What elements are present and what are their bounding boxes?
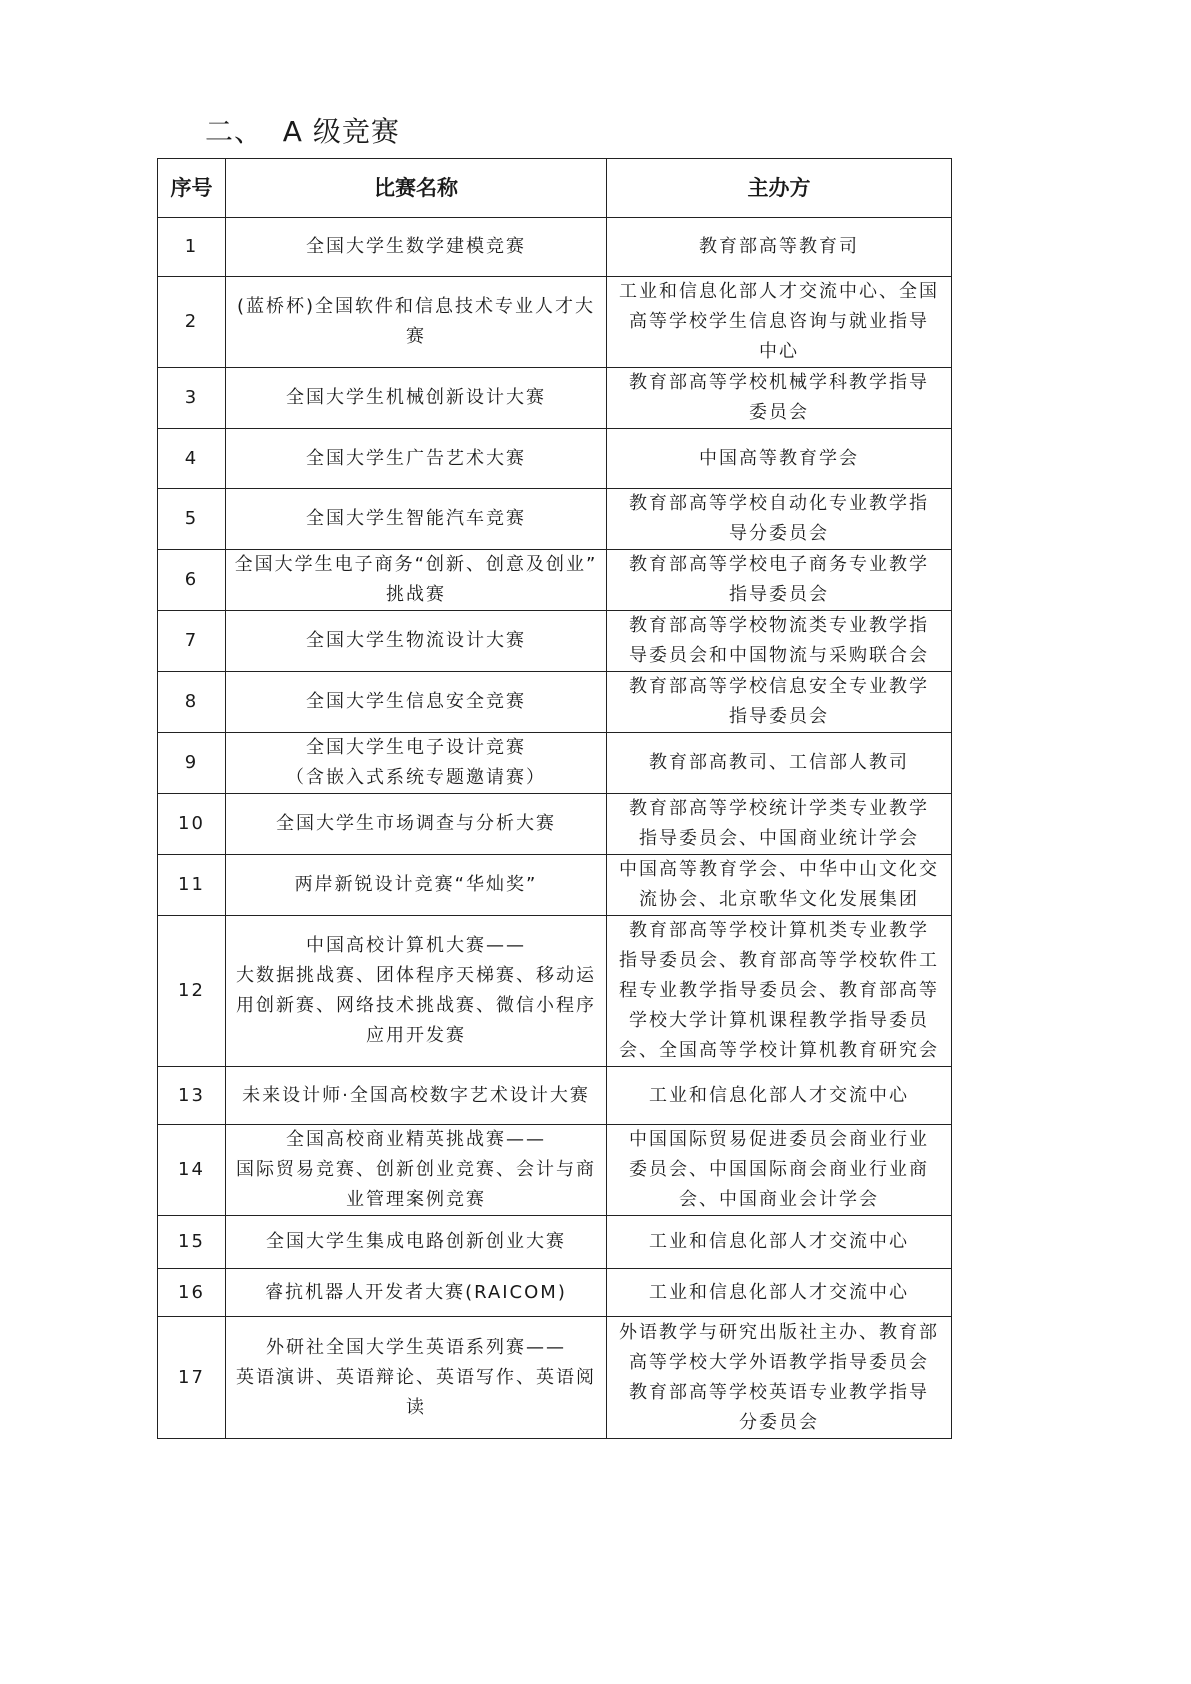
competition-name (226, 611, 607, 672)
organizer (607, 1317, 952, 1439)
row-number: 3 (158, 368, 226, 429)
header-organizer: 主办方 (607, 159, 952, 218)
row-number: 13 (158, 1067, 226, 1125)
row-number: 11 (158, 855, 226, 916)
table-row (158, 1125, 952, 1216)
table-row (158, 550, 952, 611)
competition-name (226, 429, 607, 489)
competition-table (157, 158, 952, 1439)
row-number: 12 (158, 916, 226, 1067)
organizer-line: 教育部高等学校信息安全专业教学 (629, 676, 929, 697)
row-number: 8 (158, 672, 226, 733)
organizer-line: 分委员会 (739, 1411, 819, 1433)
table-row (158, 855, 952, 916)
organizer (607, 855, 952, 916)
organizer (607, 672, 952, 733)
competition-name (226, 218, 607, 277)
organizer-line: 教育部高等学校机械学科教学指导 (629, 372, 929, 393)
competition-name-line: 两岸新锐设计竞赛“华灿奖” (294, 874, 538, 895)
organizer-line: 会、全国高等学校计算机教育研究会 (619, 1040, 939, 1061)
competition-name-line: 全国大学生机械创新设计大赛 (286, 387, 546, 408)
competition-name (226, 794, 607, 855)
organizer (607, 429, 952, 489)
row-number: 16 (158, 1269, 226, 1317)
organizer-line: 中国高等教育学会 (699, 447, 859, 469)
table-row (158, 672, 952, 733)
competition-name-line: 全国大学生数学建模竞赛 (306, 236, 526, 257)
organizer (607, 277, 952, 368)
table-row (158, 1317, 952, 1439)
organizer-line: 教育部高等教育司 (699, 236, 859, 257)
table-row (158, 1216, 952, 1269)
row-number: 1 (158, 218, 226, 277)
row-number: 5 (158, 489, 226, 550)
table-row (158, 368, 952, 429)
competition-name-line: 挑战赛 (386, 584, 446, 605)
organizer-line: 委员会 (749, 402, 809, 423)
organizer-line: 教育部高等学校计算机类专业教学 (629, 920, 929, 941)
competition-name (226, 855, 607, 916)
competition-name-line: 全国大学生电子设计竞赛 (306, 737, 526, 758)
competition-name-line: 未来设计师·全国高校数字艺术设计大赛 (242, 1084, 590, 1106)
organizer-line: 工业和信息化部人才交流中心、全国 (619, 281, 939, 302)
organizer-line: 中国高等教育学会、中华中山文化交 (619, 859, 939, 880)
organizer-line: 工业和信息化部人才交流中心 (649, 1281, 909, 1303)
table-row (158, 916, 952, 1067)
organizer-line: 工业和信息化部人才交流中心 (649, 1231, 909, 1252)
competition-name-line: 业管理案例竞赛 (346, 1189, 486, 1210)
competition-name-line: 大数据挑战赛、团体程序天梯赛、移动运 (236, 965, 596, 986)
competition-name-line: 赛 (406, 326, 426, 347)
organizer-line: 外语教学与研究出版社主办、教育部 (619, 1321, 939, 1343)
competition-name (226, 1269, 607, 1317)
header-number: 序号 (158, 159, 226, 218)
competition-name (226, 277, 607, 368)
competition-name-line: 应用开发赛 (366, 1025, 466, 1046)
competition-name-line: 全国大学生广告艺术大赛 (306, 447, 526, 469)
competition-name-line: 外研社全国大学生英语系列赛—— (266, 1336, 566, 1358)
competition-name-line: 读 (406, 1396, 426, 1418)
competition-name-line: 全国大学生智能汽车竞赛 (306, 508, 526, 529)
organizer-line: 导分委员会 (729, 523, 829, 544)
organizer-line: 指导委员会 (729, 584, 829, 605)
competition-name-line: 用创新赛、网络技术挑战赛、微信小程序 (236, 995, 596, 1016)
row-number: 14 (158, 1125, 226, 1216)
organizer (607, 794, 952, 855)
organizer (607, 916, 952, 1067)
row-number: 15 (158, 1216, 226, 1269)
organizer-line: 高等学校大学外语教学指导委员会 (629, 1351, 929, 1373)
organizer-line: 教育部高等学校物流类专业教学指 (629, 615, 929, 636)
competition-name (226, 733, 607, 794)
organizer-line: 委员会、中国国际商会商业行业商 (629, 1159, 929, 1180)
table-row (158, 489, 952, 550)
organizer-line: 中心 (759, 341, 799, 362)
competition-name-line: (蓝桥杯)全国软件和信息技术专业人才大 (236, 296, 596, 317)
competition-name (226, 550, 607, 611)
competition-name-line: 全国大学生信息安全竞赛 (306, 691, 526, 712)
organizer-line: 教育部高等学校统计学类专业教学 (629, 798, 929, 819)
competition-name-line: 全国高校商业精英挑战赛—— (286, 1129, 546, 1150)
organizer (607, 1125, 952, 1216)
organizer (607, 550, 952, 611)
organizer-line: 教育部高等学校电子商务专业教学 (629, 554, 929, 575)
competition-name (226, 1125, 607, 1216)
competition-name-line: 全国大学生市场调查与分析大赛 (276, 813, 556, 834)
table-row (158, 1269, 952, 1317)
organizer (607, 733, 952, 794)
organizer-line: 教育部高等学校英语专业教学指导 (629, 1381, 929, 1403)
header-competition-name: 比赛名称 (226, 159, 607, 218)
competition-name-line: 英语演讲、英语辩论、英语写作、英语阅 (236, 1366, 596, 1388)
row-number: 4 (158, 429, 226, 489)
organizer-line: 中国国际贸易促进委员会商业行业 (629, 1129, 929, 1150)
competition-name (226, 368, 607, 429)
row-number: 10 (158, 794, 226, 855)
row-number: 17 (158, 1317, 226, 1439)
table-row (158, 733, 952, 794)
organizer (607, 1067, 952, 1125)
competition-name (226, 489, 607, 550)
row-number: 2 (158, 277, 226, 368)
organizer-line: 程专业教学指导委员会、教育部高等 (619, 980, 939, 1001)
organizer-line: 高等学校学生信息咨询与就业指导 (629, 311, 929, 332)
row-number: 7 (158, 611, 226, 672)
competition-name (226, 672, 607, 733)
competition-name (226, 1067, 607, 1125)
organizer-line: 教育部高等学校自动化专业教学指 (629, 493, 929, 514)
table-row (158, 1067, 952, 1125)
organizer-line: 指导委员会 (729, 706, 829, 727)
organizer-line: 工业和信息化部人才交流中心 (649, 1084, 909, 1106)
section-title: 二、 A 级竞赛 (205, 115, 400, 148)
competition-name-line: 全国大学生电子商务“创新、创意及创业” (234, 554, 598, 575)
row-number: 9 (158, 733, 226, 794)
competition-name-line: 全国大学生集成电路创新创业大赛 (266, 1231, 566, 1252)
organizer (607, 1216, 952, 1269)
competition-name-line: 中国高校计算机大赛—— (306, 935, 526, 956)
organizer (607, 218, 952, 277)
organizer-line: 学校大学计算机课程教学指导委员 (629, 1010, 929, 1031)
competition-name-line: 国际贸易竞赛、创新创业竞赛、会计与商 (236, 1159, 596, 1180)
table-row (158, 429, 952, 489)
table-row (158, 611, 952, 672)
organizer (607, 368, 952, 429)
organizer-line: 导委员会和中国物流与采购联合会 (629, 645, 929, 666)
table-row (158, 794, 952, 855)
organizer-line: 会、中国商业会计学会 (679, 1189, 879, 1210)
organizer-line: 指导委员会、教育部高等学校软件工 (619, 950, 939, 971)
row-number: 6 (158, 550, 226, 611)
organizer-line: 指导委员会、中国商业统计学会 (639, 828, 919, 849)
competition-name (226, 1317, 607, 1439)
organizer (607, 1269, 952, 1317)
table-row (158, 277, 952, 368)
competition-name-line: （含嵌入式系统专题邀请赛） (286, 767, 546, 788)
competition-name-line: 全国大学生物流设计大赛 (306, 630, 526, 651)
organizer-line: 流协会、北京歌华文化发展集团 (639, 889, 919, 910)
organizer (607, 611, 952, 672)
competition-name (226, 916, 607, 1067)
table-row (158, 218, 952, 277)
organizer (607, 489, 952, 550)
table-header-row (158, 159, 952, 218)
organizer-line: 教育部高教司、工信部人教司 (649, 752, 909, 773)
competition-name-line: 睿抗机器人开发者大赛(RAICOM) (265, 1281, 567, 1303)
competition-name (226, 1216, 607, 1269)
